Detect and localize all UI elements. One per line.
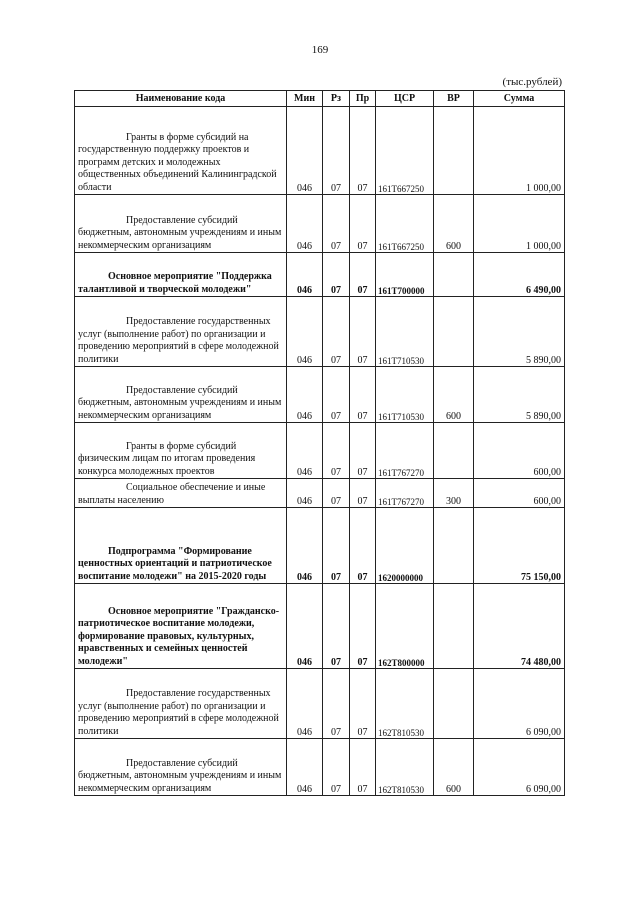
header-pr: Пр [350, 91, 376, 107]
header-sum: Сумма [474, 91, 565, 107]
table-row [75, 584, 565, 669]
row-vr: 600 [434, 739, 474, 796]
row-min: 046 [287, 107, 323, 195]
row-rz: 07 [323, 739, 350, 796]
row-sum: 5 890,00 [474, 367, 565, 423]
table-row [75, 253, 565, 297]
row-sum: 1 000,00 [474, 195, 565, 253]
row-csr: 162Т800000 [376, 584, 434, 669]
row-sum: 5 890,00 [474, 297, 565, 367]
row-pr: 07 [350, 367, 376, 423]
row-min: 046 [287, 739, 323, 796]
row-sum: 6 490,00 [474, 253, 565, 297]
row-csr: 162Т810530 [376, 669, 434, 739]
header-rz: Рз [323, 91, 350, 107]
row-csr: 161Т710530 [376, 367, 434, 423]
row-rz: 07 [323, 195, 350, 253]
row-vr [434, 297, 474, 367]
header-name: Наименование кода [75, 91, 287, 107]
row-min: 046 [287, 508, 323, 584]
row-min: 046 [287, 195, 323, 253]
row-vr [434, 669, 474, 739]
row-rz: 07 [323, 107, 350, 195]
row-name: Подпрограмма "Формирование ценностных ориентаций и патриотическое воспитание молодежи" на 2015-2020 годы [75, 508, 287, 584]
row-rz: 07 [323, 297, 350, 367]
row-sum: 600,00 [474, 423, 565, 479]
row-min: 046 [287, 584, 323, 669]
header-vr: ВР [434, 91, 474, 107]
header-min: Мин [287, 91, 323, 107]
row-name: Основное мероприятие "Гражданско-патриотическое воспитание молодежи, формирование правовых, культурных, нравственных и семейных ценностей молодежи" [75, 584, 287, 669]
row-vr [434, 423, 474, 479]
row-csr: 161Т767270 [376, 479, 434, 508]
table-row [75, 508, 565, 584]
row-csr: 1620000000 [376, 508, 434, 584]
row-csr: 161Т767270 [376, 423, 434, 479]
row-rz: 07 [323, 423, 350, 479]
row-min: 046 [287, 479, 323, 508]
row-name: Предоставление субсидий бюджетным, автономным учреждениям и иным некоммерческим организациям [75, 195, 287, 253]
row-rz: 07 [323, 367, 350, 423]
table-row [75, 423, 565, 479]
row-rz: 07 [323, 584, 350, 669]
row-name: Основное мероприятие "Поддержка талантливой и творческой молодежи" [75, 253, 287, 297]
table-row [75, 479, 565, 508]
row-vr: 600 [434, 195, 474, 253]
row-csr: 161Т667250 [376, 107, 434, 195]
table-row [75, 669, 565, 739]
row-csr: 161Т667250 [376, 195, 434, 253]
row-sum: 6 090,00 [474, 739, 565, 796]
table-row [75, 367, 565, 423]
row-vr [434, 107, 474, 195]
row-pr: 07 [350, 479, 376, 508]
row-name: Социальное обеспечение и иные выплаты населению [75, 479, 287, 508]
row-rz: 07 [323, 669, 350, 739]
header-csr: ЦСР [376, 91, 434, 107]
page-number: 169 [311, 44, 329, 56]
row-pr: 07 [350, 253, 376, 297]
row-csr: 162Т810530 [376, 739, 434, 796]
table-row [75, 195, 565, 253]
row-vr: 600 [434, 367, 474, 423]
row-pr: 07 [350, 423, 376, 479]
row-sum: 1 000,00 [474, 107, 565, 195]
row-name: Предоставление субсидий бюджетным, автономным учреждениям и иным некоммерческим организациям [75, 367, 287, 423]
row-min: 046 [287, 367, 323, 423]
row-sum: 74 480,00 [474, 584, 565, 669]
row-min: 046 [287, 423, 323, 479]
table-header-row [75, 91, 565, 107]
row-pr: 07 [350, 584, 376, 669]
row-vr [434, 584, 474, 669]
row-name: Гранты в форме субсидий физическим лицам по итогам проведения конкурса молодежных проектов [75, 423, 287, 479]
row-min: 046 [287, 669, 323, 739]
row-vr [434, 253, 474, 297]
row-sum: 600,00 [474, 479, 565, 508]
row-pr: 07 [350, 107, 376, 195]
row-csr: 161Т710530 [376, 297, 434, 367]
row-pr: 07 [350, 739, 376, 796]
row-sum: 75 150,00 [474, 508, 565, 584]
row-vr [434, 508, 474, 584]
row-sum: 6 090,00 [474, 669, 565, 739]
row-pr: 07 [350, 669, 376, 739]
row-name: Предоставление субсидий бюджетным, автономным учреждениям и иным некоммерческим организациям [75, 739, 287, 796]
row-vr: 300 [434, 479, 474, 508]
row-pr: 07 [350, 195, 376, 253]
row-rz: 07 [323, 479, 350, 508]
row-min: 046 [287, 253, 323, 297]
row-min: 046 [287, 297, 323, 367]
row-csr: 161Т700000 [376, 253, 434, 297]
row-pr: 07 [350, 297, 376, 367]
row-pr: 07 [350, 508, 376, 584]
table-row [75, 107, 565, 195]
row-name: Гранты в форме субсидий на государственную поддержку проектов и программ детских и молодежных общественных объединений Калининградской области [75, 107, 287, 195]
row-name: Предоставление государственных услуг (выполнение работ) по организации и проведению мероприятий в сфере молодежной политики [75, 297, 287, 367]
table-row [75, 297, 565, 367]
budget-table [74, 90, 565, 796]
row-rz: 07 [323, 253, 350, 297]
table-row [75, 739, 565, 796]
row-rz: 07 [323, 508, 350, 584]
row-name: Предоставление государственных услуг (выполнение работ) по организации и проведению мероприятий в сфере молодежной политики [75, 669, 287, 739]
units-label: (тыс.рублей) [502, 76, 562, 88]
